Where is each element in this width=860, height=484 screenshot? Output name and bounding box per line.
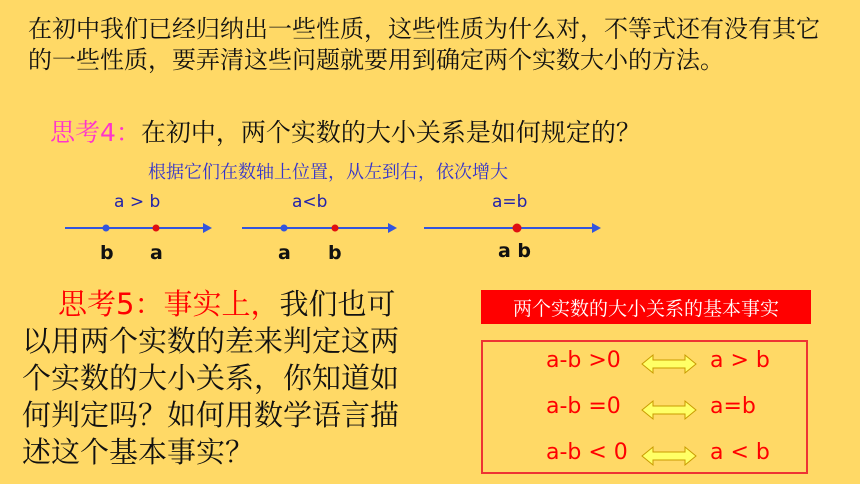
equivalence-right-3: a < b bbox=[710, 440, 770, 465]
thinking5-label: 思考5：事实上， bbox=[58, 287, 280, 321]
thinking5-question bbox=[22, 286, 422, 471]
double-arrow-icon bbox=[641, 353, 697, 375]
relation-label-3: a=b bbox=[492, 192, 528, 212]
number-line-hint: 根据它们在数轴上位置，从左到右，依次增大 bbox=[148, 162, 508, 183]
relation-label-2: a<b bbox=[292, 192, 328, 212]
point-label-a: a bbox=[278, 242, 291, 264]
equivalence-left-3: a-b < 0 bbox=[546, 440, 628, 465]
equivalence-right-1: a > b bbox=[710, 348, 770, 373]
number-line-1 bbox=[60, 218, 215, 238]
point-label-b: b bbox=[328, 242, 342, 264]
thinking4-question bbox=[50, 118, 641, 148]
point-a-dot bbox=[281, 225, 288, 232]
thinking5-text: 我们也可以用两个实数的差来判定这两个实数的大小关系，你知道如何判定吗？如何用数学语言描述这个基本事实？ bbox=[22, 287, 400, 469]
fact-title: 两个实数的大小关系的基本事实 bbox=[512, 297, 779, 320]
relation-label-1: a > b bbox=[114, 192, 161, 212]
point-label-a: a bbox=[150, 242, 163, 264]
equivalence-right-2: a=b bbox=[710, 394, 756, 419]
point-label-ab: a b bbox=[498, 240, 532, 262]
double-arrow-icon bbox=[641, 399, 697, 421]
thinking4-label: 思考4： bbox=[50, 118, 141, 147]
double-arrow-icon bbox=[641, 445, 697, 467]
thinking4-text: 在初中，两个实数的大小关系是如何规定的？ bbox=[140, 118, 641, 147]
equivalence-left-1: a-b >0 bbox=[546, 348, 621, 373]
point-ab-dot bbox=[513, 224, 522, 233]
equivalence-left-2: a-b =0 bbox=[546, 394, 621, 419]
point-label-b: b bbox=[100, 242, 114, 264]
number-line-2 bbox=[238, 218, 400, 238]
number-line-3 bbox=[420, 218, 605, 238]
point-b-dot bbox=[332, 225, 339, 232]
point-a-dot bbox=[153, 225, 160, 232]
fact-title-box bbox=[481, 290, 811, 324]
point-b-dot bbox=[103, 225, 110, 232]
intro-paragraph: 在初中我们已经归纳出一些性质，这些性质为什么对，不等式还有没有其它的一些性质，要弄清这些问题就要用到确定两个实数大小的方法。 bbox=[28, 15, 820, 74]
